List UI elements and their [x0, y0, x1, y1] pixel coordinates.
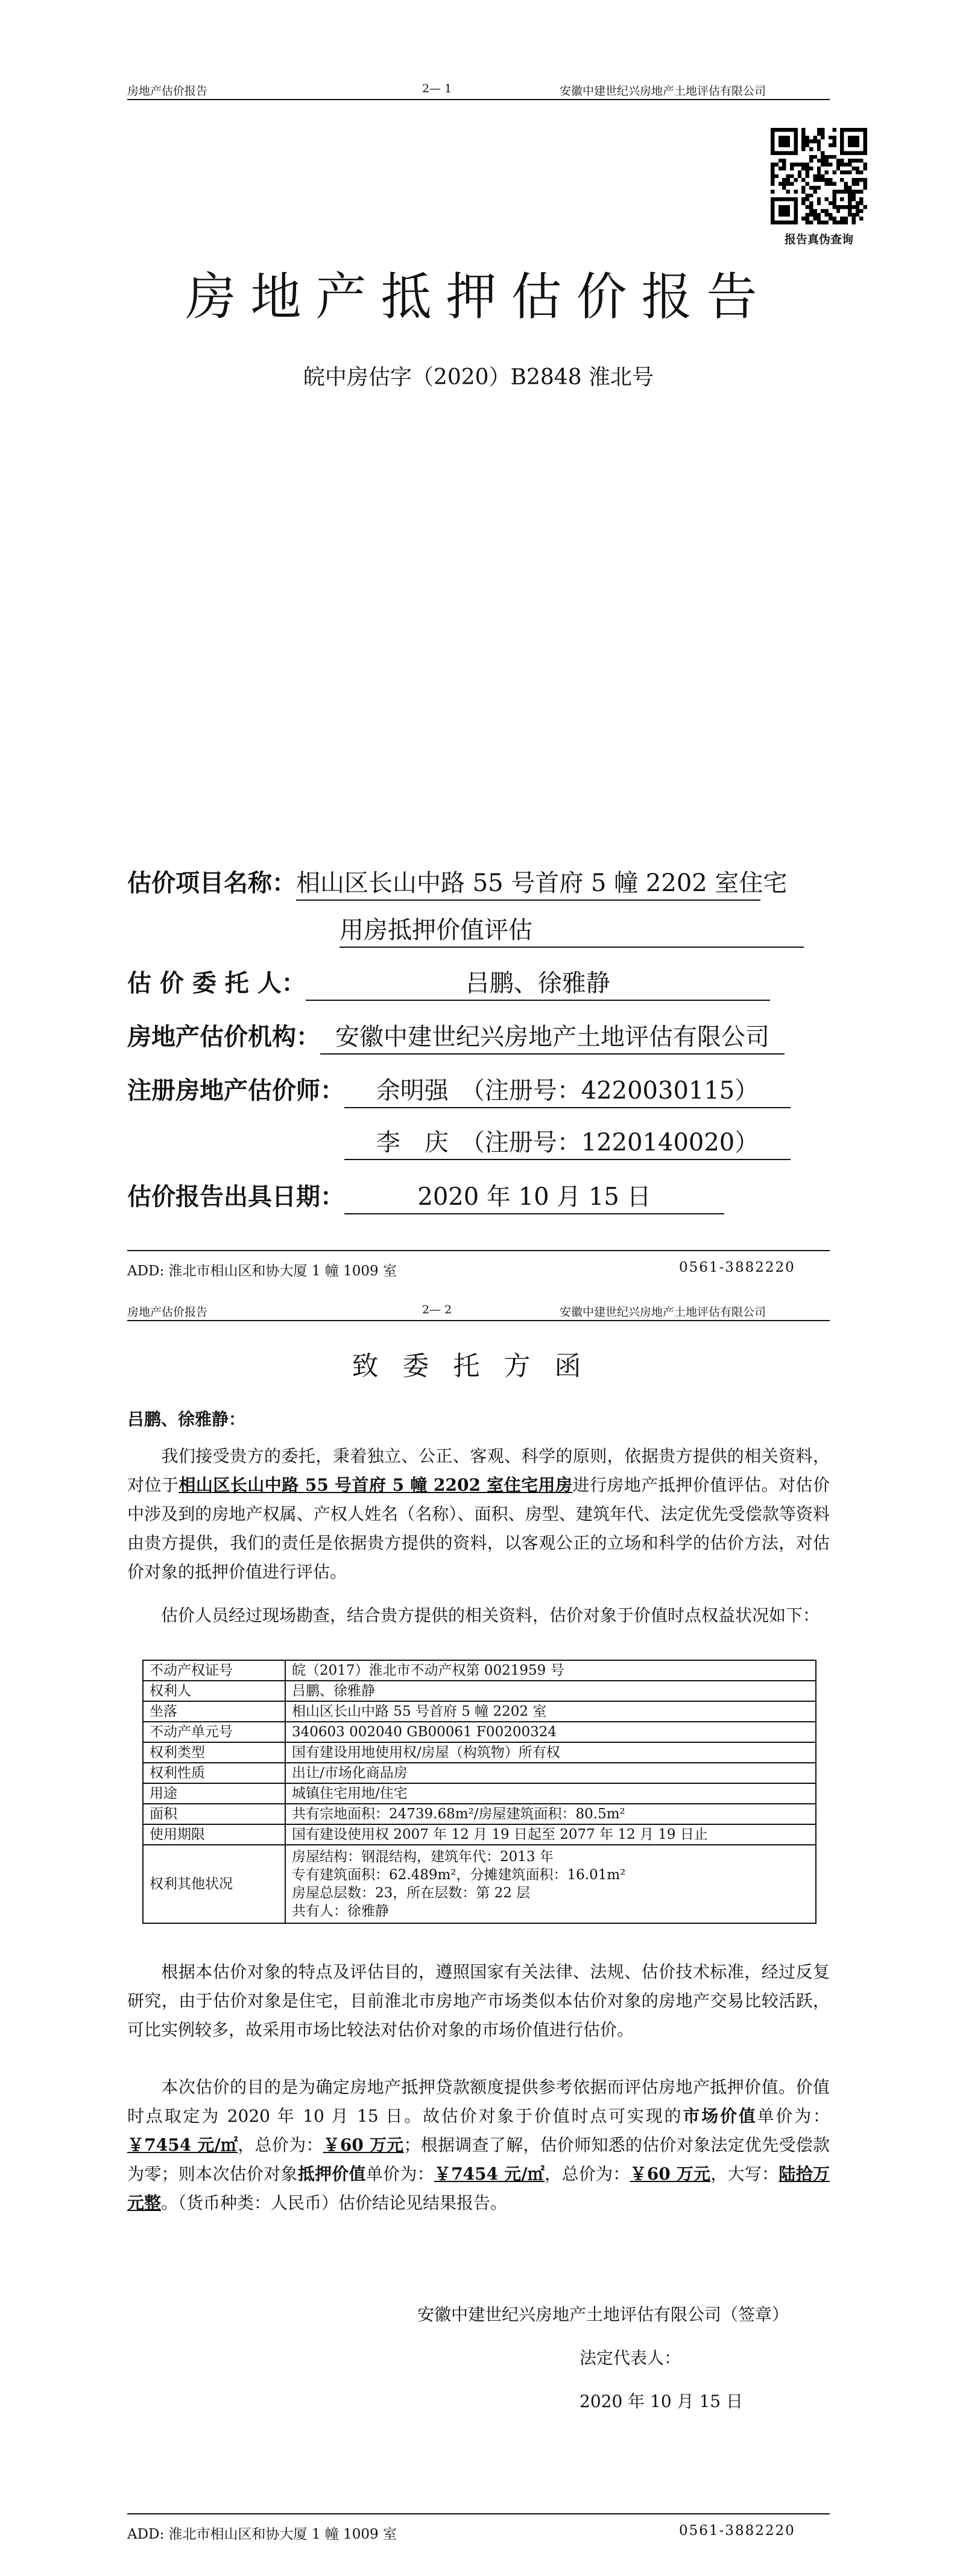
paragraph-4: 本次估价的目的是为确定房地产抵押贷款额度提供参考依据而评估房地产抵押价值。价值时点取定为 2020 年 10 月 15 日。故估价对象于价值时点可实现的市场价值单价为：￥7454 元/㎡，总价为：￥60 万元；根据调查了解，估价师知悉的估价对象法定优先受偿款为零；则本次估价对象抵押价值单价为：￥7454 元/㎡，总价为：￥60 万元，大写：陆拾万元整。（货币种类：人民币）估价结论见结果报告。: [127, 2077, 830, 2213]
table-row: 坐落 相山区长山中路 55 号首府 5 幢 2202 室: [143, 1701, 816, 1722]
table-row: 使用期限 国有建设使用权 2007 年 12 月 19 日起至 2077 年 12 月 19 日止: [143, 1824, 816, 1845]
qr-code-icon[interactable]: [771, 128, 867, 224]
header-right: 安徽中建世纪兴房地产土地评估有限公司: [560, 84, 766, 98]
table-row: 权利人 吕鹏、徐雅静: [143, 1681, 816, 1701]
other-line: 房屋总层数：23，所在层数：第 22 层: [292, 1885, 531, 1901]
report-number: 皖中房估字（2020）B2848 淮北号: [303, 365, 654, 390]
paragraph-2: 估价人员经过现场勘查，结合贵方提供的相关资料，估价对象于价值时点权益状况如下：: [161, 1605, 820, 1625]
agency-label: 房地产估价机构：: [127, 1023, 320, 1051]
mortgage-total-price: ￥60 万元: [630, 2164, 711, 2184]
other-line: 专有建筑面积：62.489m²，分摊建筑面积：16.01m²: [292, 1867, 626, 1883]
mortgage-unit-price: ￥7454 元/㎡: [434, 2164, 545, 2184]
project-name-field-2: [340, 911, 804, 948]
footer-address: ADD: 淮北市相山区和协大厦 1 幢 1009 室: [127, 2527, 397, 2542]
table-row: 权利其他状况 房屋结构：钢混结构，建筑年代：2013 年 专有建筑面积：62.489m²，分摊建筑面积：16.01m² 房屋总层数：23，所在层数：第 22 层 共有人：徐雅静: [143, 1845, 816, 1923]
footer-address: ADD: 淮北市相山区和协大厦 1 幢 1009 室: [127, 1263, 397, 1279]
date-field: [127, 1178, 724, 1214]
table-row: 用途 城镇住宅用地/住宅: [143, 1783, 816, 1804]
footer-divider: [127, 1250, 830, 1251]
project-name-label: 估价项目名称：: [127, 869, 296, 897]
amount-in-words: 陆拾万元整: [127, 2164, 830, 2213]
header-left: 房地产估价报告: [127, 84, 208, 98]
appraiser-2: 李 庆 （注册号：1220140020）: [344, 1123, 791, 1160]
project-name-value-1: 相山区长山中路 55 号首府 5 幢 2202 室住宅: [296, 864, 760, 901]
footer-phone: 0561-3882220: [679, 2523, 795, 2539]
date-value: 2020 年 10 月 15 日: [344, 1178, 724, 1214]
sign-representative: 法定代表人：: [580, 2348, 681, 2368]
header-page-number: 2— 1: [422, 82, 452, 95]
table-row: 权利类型 国有建设用地使用权/房屋（构筑物）所有权: [143, 1742, 816, 1763]
header-divider: [127, 99, 830, 100]
paragraph-1: 我们接受贵方的委托，秉着独立、公正、客观、科学的原则，依据贵方提供的相关资料，对位于相山区长山中路 55 号首府 5 幢 2202 室住宅用房进行房地产抵押价值评估。对估价中涉及到的房地产权属、产权人姓名（名称）、面积、房型、建筑年代、法定优先受偿款等资料由贵方提供，我们的责任是依据贵方提供的资料，以客观公正的立场和科学的估价方法，对估价对象的抵押价值进行评估。: [127, 1446, 830, 1582]
project-name-field: [127, 864, 788, 901]
page-footer: [0, 2513, 957, 2549]
client-value: 吕鹏、徐雅静: [306, 964, 770, 1001]
footer-divider: [127, 2513, 830, 2514]
qr-caption: 报告真伪查询: [784, 233, 853, 246]
appraiser-label: 注册房地产估价师：: [127, 1076, 344, 1105]
appraiser-field: [127, 1071, 791, 1108]
client-field: [127, 964, 770, 1001]
market-total-price: ￥60 万元: [323, 2135, 404, 2155]
table-row: 不动产权证号 皖（2017）淮北市不动产权第 0021959 号: [143, 1660, 816, 1681]
table-row: 不动产单元号 340603 002040 GB00061 F00200324: [143, 1722, 816, 1742]
other-line: 共有人：徐雅静: [292, 1903, 389, 1919]
sign-company: 安徽中建世纪兴房地产土地评估有限公司（签章）: [417, 2305, 789, 2324]
page-header: [0, 78, 957, 103]
letter-title: 致委托方函: [352, 1351, 605, 1382]
agency-value: 安徽中建世纪兴房地产土地评估有限公司: [320, 1018, 785, 1055]
appraiser-1: 余明强 （注册号：4220030115）: [344, 1071, 791, 1108]
appraiser-field-2: [344, 1123, 791, 1160]
header-left: 房地产估价报告: [127, 1305, 208, 1319]
report-title: 房地产抵押估价报告: [185, 267, 772, 326]
project-name-value-2: 用房抵押价值评估: [340, 911, 804, 948]
header-right: 安徽中建世纪兴房地产土地评估有限公司: [560, 1305, 766, 1319]
table-row: 面积 共有宗地面积：24739.68m²/房屋建筑面积：80.5m²: [143, 1804, 816, 1824]
date-label: 估价报告出具日期：: [127, 1182, 344, 1211]
property-address: 相山区长山中路 55 号首府 5 幢 2202 室住宅用房: [178, 1475, 573, 1495]
page-header: [0, 1299, 957, 1324]
table-row: 权利性质 出让/市场化商品房: [143, 1763, 816, 1783]
rights-table: [142, 1660, 816, 1924]
header-divider: [127, 1320, 830, 1321]
salutation: 吕鹏、徐雅静：: [127, 1409, 246, 1429]
other-line: 房屋结构：钢混结构，建筑年代：2013 年: [292, 1849, 554, 1865]
letter-page: [0, 1291, 957, 2576]
paragraph-3: 根据本估价对象的特点及评估目的，遵照国家有关法律、法规、估价技术标准，经过反复研究，由于估价对象是住宅，目前淮北市房地产市场类似本估价对象的房地产交易比较活跃，可比实例较多，故采用市场比较法对估价对象的市场价值进行估价。: [127, 1962, 830, 2040]
agency-field: [127, 1018, 785, 1055]
footer-phone: 0561-3882220: [679, 1260, 795, 1275]
sign-date: 2020 年 10 月 15 日: [580, 2391, 744, 2411]
page-footer: [0, 1250, 957, 1286]
market-unit-price: ￥7454 元/㎡: [127, 2135, 238, 2155]
client-label: 估 价 委 托 人：: [127, 969, 306, 997]
header-page-number: 2— 2: [422, 1303, 452, 1316]
